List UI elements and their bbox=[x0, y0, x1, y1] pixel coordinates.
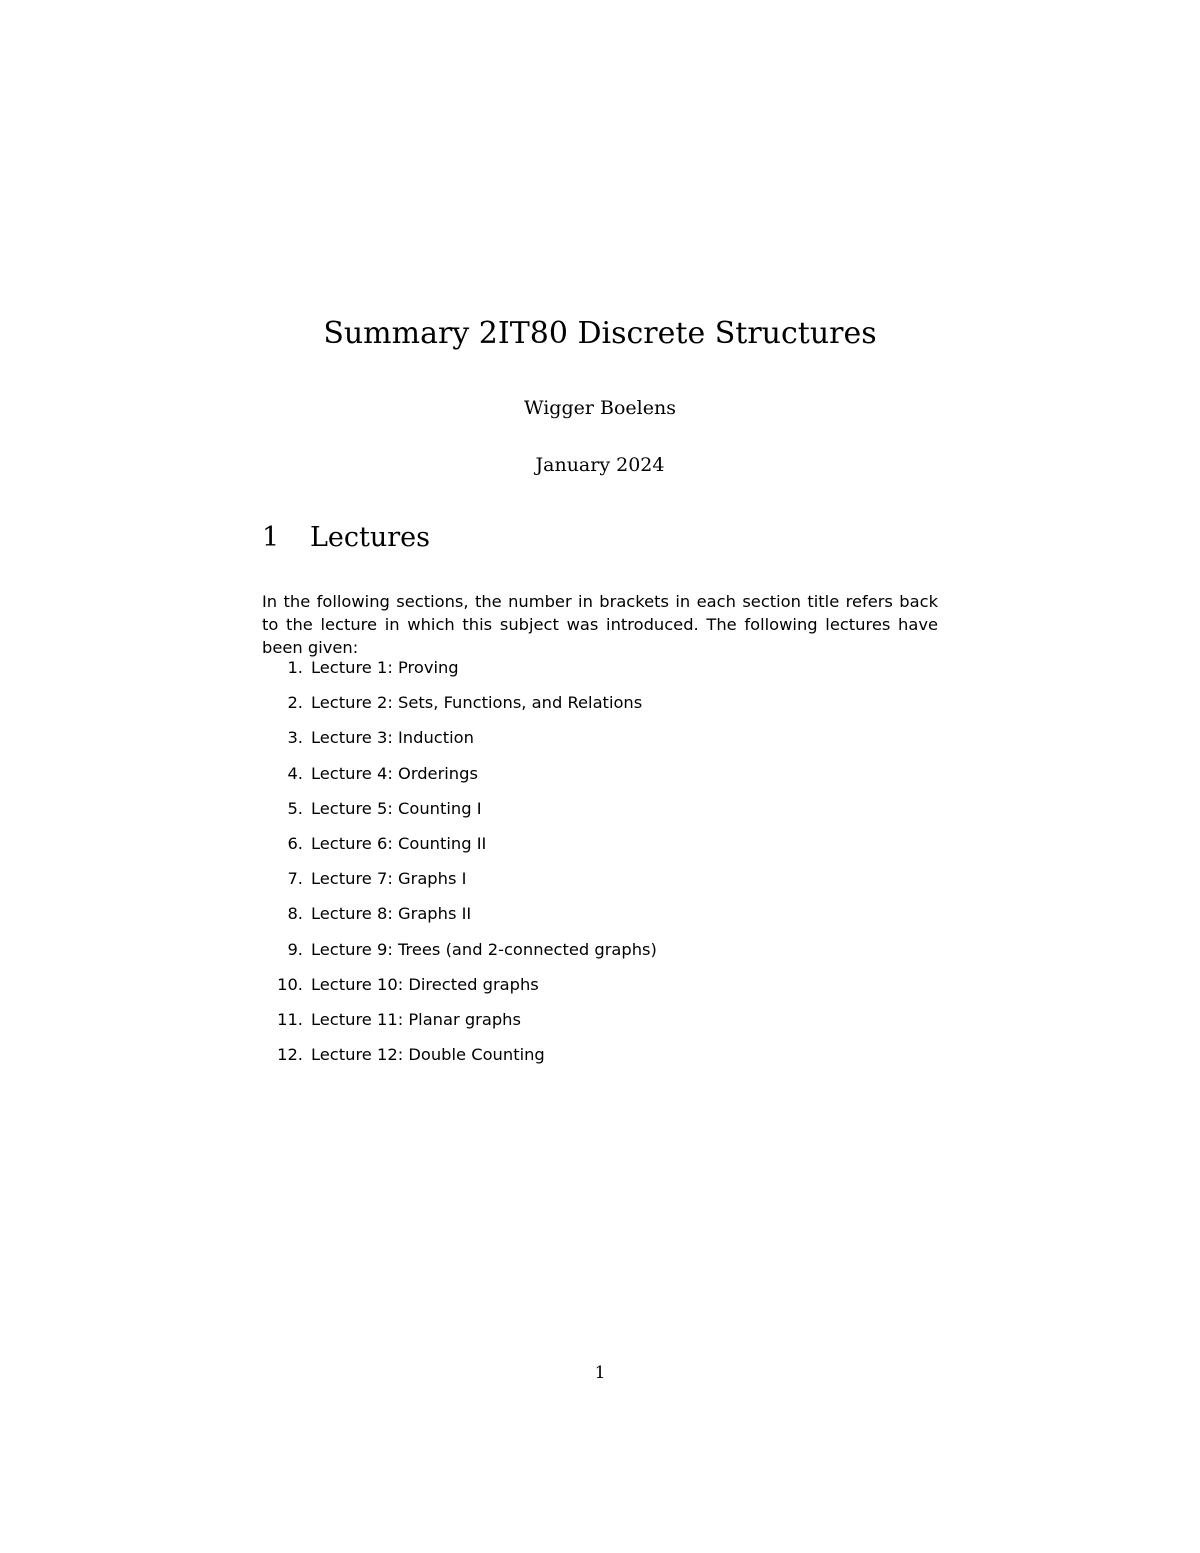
list-marker: 9. bbox=[287, 939, 303, 959]
list-item-text: Lecture 7: Graphs I bbox=[311, 869, 467, 889]
list-marker: 2. bbox=[287, 693, 303, 713]
list-marker: 4. bbox=[287, 763, 303, 783]
list-item-text: Lecture 6: Counting II bbox=[311, 833, 487, 853]
list-item-text: Lecture 3: Induction bbox=[311, 728, 474, 748]
intro-paragraph: In the following sections, the number in brackets in each section title refers back to the lecture in which this subject was introduced. The following lectures have been given: bbox=[262, 592, 938, 658]
section-title: Lectures bbox=[310, 522, 431, 553]
list-item bbox=[262, 866, 938, 901]
list-item bbox=[262, 796, 938, 831]
section-heading bbox=[262, 521, 430, 555]
list-item bbox=[262, 901, 938, 936]
list-item bbox=[262, 937, 938, 972]
list-item-text: Lecture 12: Double Counting bbox=[311, 1045, 545, 1065]
list-marker: 7. bbox=[287, 869, 303, 889]
list-marker: 3. bbox=[287, 728, 303, 748]
list-item-text: Lecture 1: Proving bbox=[311, 658, 459, 677]
list-item bbox=[262, 690, 938, 725]
lecture-list bbox=[262, 655, 938, 1077]
list-item-text: Lecture 2: Sets, Functions, and Relations bbox=[311, 693, 643, 713]
list-marker: 5. bbox=[287, 798, 303, 818]
document-date: January 2024 bbox=[535, 454, 665, 476]
list-marker: 1. bbox=[287, 658, 303, 677]
list-item bbox=[262, 1007, 938, 1042]
list-marker: 6. bbox=[287, 833, 303, 853]
section-number: 1 bbox=[262, 522, 280, 553]
list-marker: 10. bbox=[277, 974, 303, 994]
list-item bbox=[262, 655, 938, 690]
list-item-text: Lecture 4: Orderings bbox=[311, 763, 478, 783]
list-item-text: Lecture 10: Directed graphs bbox=[311, 974, 539, 994]
list-item-text: Lecture 8: Graphs II bbox=[311, 904, 472, 924]
page-number: 1 bbox=[594, 1363, 606, 1383]
document-title: Summary 2IT80 Discrete Structures bbox=[323, 316, 877, 351]
list-item-text: Lecture 11: Planar graphs bbox=[311, 1009, 521, 1029]
list-item-text: Lecture 5: Counting I bbox=[311, 798, 482, 818]
list-marker: 11. bbox=[277, 1009, 303, 1029]
document-author: Wigger Boelens bbox=[524, 397, 676, 419]
list-item bbox=[262, 1042, 938, 1077]
list-item-text: Lecture 9: Trees (and 2-connected graphs) bbox=[311, 939, 657, 959]
list-marker: 8. bbox=[287, 904, 303, 924]
list-marker: 12. bbox=[277, 1045, 303, 1065]
list-item bbox=[262, 761, 938, 796]
list-item bbox=[262, 725, 938, 760]
list-item bbox=[262, 972, 938, 1007]
list-item bbox=[262, 831, 938, 866]
